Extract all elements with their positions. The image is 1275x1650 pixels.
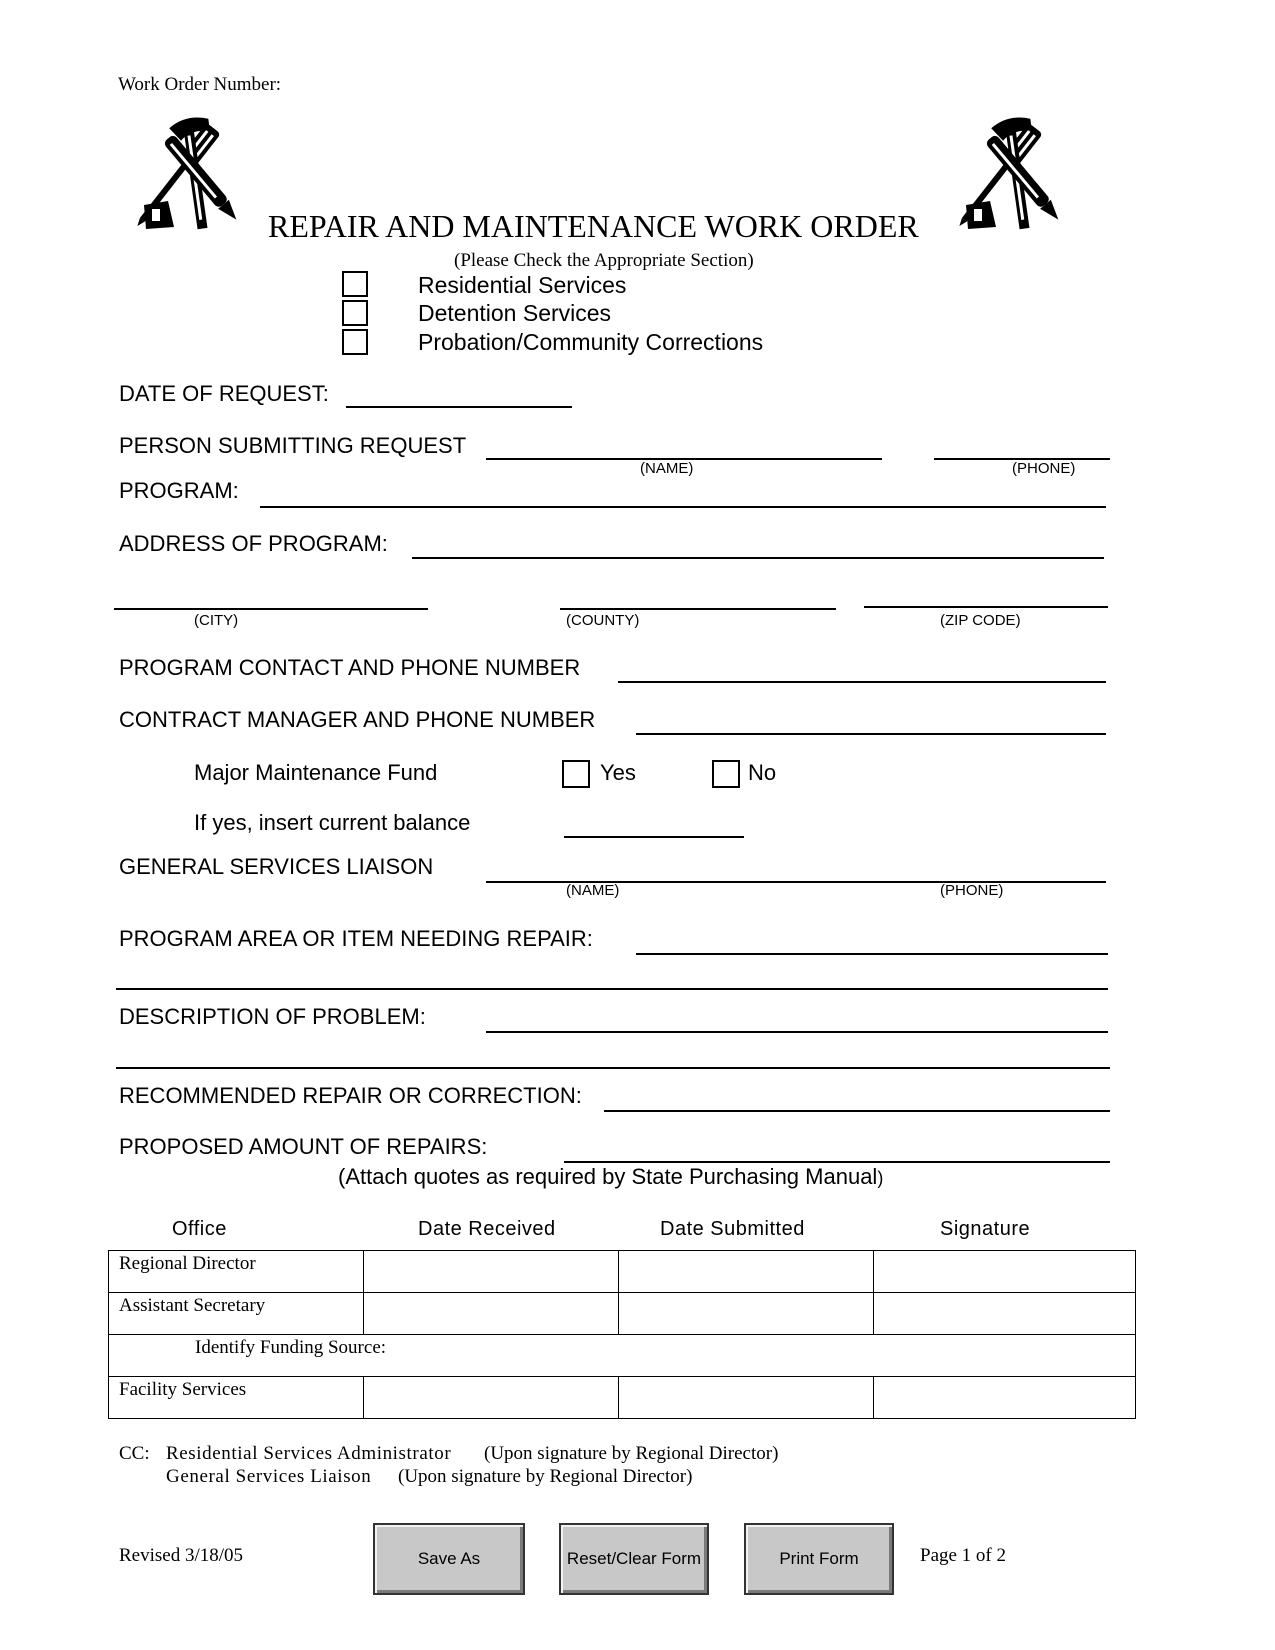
zip-code-hint: (ZIP CODE) [940,612,1021,629]
program-field[interactable] [260,506,1106,508]
fund-yes-label: Yes [600,760,636,785]
cc-line-1-note: (Upon signature by Regional Director) [484,1443,779,1464]
date-of-request-label: DATE OF REQUEST: [119,381,329,406]
area-item-field-line-2[interactable] [116,988,1108,990]
address-field[interactable] [412,557,1104,559]
page-title: REPAIR AND MAINTENANCE WORK ORDER [268,208,919,244]
liaison-phone-hint: (PHONE) [940,882,1004,899]
tools-logo-icon [938,115,1078,240]
description-field[interactable] [486,1031,1108,1033]
work-order-number-label: Work Order Number: [118,74,282,95]
tools-logo-icon [116,115,256,240]
office-cell: Facility Services [109,1377,364,1419]
zip-code-field[interactable] [864,606,1108,608]
reset-clear-form-button[interactable]: Reset/Clear Form [559,1523,709,1595]
city-hint: (CITY) [194,612,239,629]
header-date-received: Date Received [418,1218,556,1240]
county-hint: (COUNTY) [566,612,640,629]
liaison-name-hint: (NAME) [566,882,620,899]
description-field-line-2[interactable] [116,1067,1110,1069]
funding-source-cell[interactable]: Identify Funding Source: [109,1335,1136,1377]
date-received-cell[interactable] [364,1377,619,1419]
fund-yes-checkbox[interactable] [562,760,590,788]
save-as-button[interactable]: Save As [373,1523,525,1595]
page-subtitle: (Please Check the Appropriate Section) [454,250,754,271]
office-cell: Regional Director [109,1251,364,1293]
phone-hint: (PHONE) [1012,460,1076,477]
header-signature: Signature [940,1218,1031,1240]
residential-services-checkbox[interactable] [342,271,368,297]
signature-cell[interactable] [874,1293,1136,1335]
table-row [109,1335,1136,1377]
area-item-label: PROGRAM AREA OR ITEM NEEDING REPAIR: [119,926,593,951]
page-number: Page 1 of 2 [920,1545,1007,1566]
detention-services-label: Detention Services [418,300,612,326]
revised-date: Revised 3/18/05 [119,1545,244,1566]
date-received-cell[interactable] [364,1251,619,1293]
date-of-request-field[interactable] [346,406,572,408]
approval-table [108,1250,1136,1419]
address-label: ADDRESS OF PROGRAM: [119,531,388,556]
signature-cell[interactable] [874,1377,1136,1419]
header-date-submitted: Date Submitted [660,1218,805,1240]
county-field[interactable] [560,608,836,610]
residential-services-label: Residential Services [418,272,627,298]
date-received-cell[interactable] [364,1293,619,1335]
attach-quotes-note: (Attach quotes as required by State Purchasing Manual) [338,1164,884,1189]
proposed-amount-label: PROPOSED AMOUNT OF REPAIRS: [119,1134,488,1159]
program-contact-label: PROGRAM CONTACT AND PHONE NUMBER [119,655,581,680]
header-office: Office [172,1218,227,1240]
contract-manager-field[interactable] [636,733,1106,735]
program-contact-field[interactable] [618,681,1106,683]
city-field[interactable] [114,608,428,610]
table-row [109,1251,1136,1293]
fund-no-label: No [748,760,777,785]
signature-cell[interactable] [874,1251,1136,1293]
liaison-label: GENERAL SERVICES LIAISON [119,854,434,879]
detention-services-checkbox[interactable] [342,300,368,326]
recommended-label: RECOMMENDED REPAIR OR CORRECTION: [119,1083,582,1108]
probation-corrections-checkbox[interactable] [342,329,368,355]
current-balance-label: If yes, insert current balance [194,810,471,835]
cc-line-2-note: (Upon signature by Regional Director) [398,1466,693,1487]
cc-line-2-name: General Services Liaison [166,1466,372,1487]
fund-no-checkbox[interactable] [712,760,740,788]
office-cell: Assistant Secretary [109,1293,364,1335]
person-submitting-label: PERSON SUBMITTING REQUEST [119,433,467,458]
description-label: DESCRIPTION OF PROBLEM: [119,1004,426,1029]
recommended-field[interactable] [604,1110,1110,1112]
table-row [109,1293,1136,1335]
proposed-amount-field[interactable] [564,1161,1110,1163]
table-row [109,1377,1136,1419]
date-submitted-cell[interactable] [619,1377,874,1419]
current-balance-field[interactable] [564,836,744,838]
probation-corrections-label: Probation/Community Corrections [418,329,764,355]
program-label: PROGRAM: [119,478,239,503]
contract-manager-label: CONTRACT MANAGER AND PHONE NUMBER [119,707,596,732]
date-submitted-cell[interactable] [619,1251,874,1293]
cc-prefix: CC: [119,1443,150,1464]
major-maintenance-fund-label: Major Maintenance Fund [194,760,438,785]
cc-line-1-name: Residential Services Administrator [166,1443,452,1464]
area-item-field[interactable] [636,953,1108,955]
date-submitted-cell[interactable] [619,1293,874,1335]
name-hint: (NAME) [640,460,694,477]
print-form-button[interactable]: Print Form [744,1523,894,1595]
